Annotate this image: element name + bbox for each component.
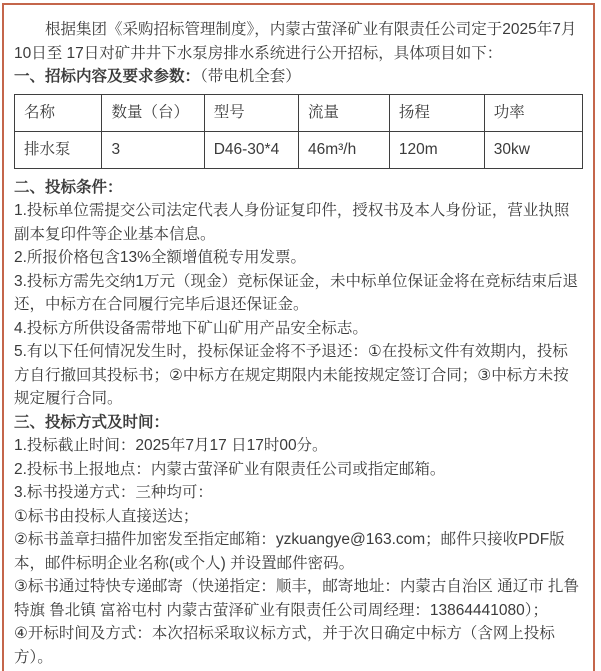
section3-item-opening: ④开标时间及方式：本次招标采取议标方式，并于次日确定中标方（含网上投标方）。 xyxy=(14,625,555,666)
cell-qty: 3 xyxy=(102,131,204,168)
col-header-name: 名称 xyxy=(15,94,102,131)
section3-item-delivery-2-email: ②标书盖章扫描件加密发至指定邮箱：yzkuangye@163.com；邮件只接收PDF版本，邮件标明企业名称(或个人) 并设置邮件密码。 xyxy=(14,531,565,572)
section3-item-delivery-3-courier: ③标书通过特快专递邮寄（快递指定：顺丰，邮寄地址：内蒙古自治区 通辽市 扎鲁特旗 鲁北镇 富裕屯村 内蒙古萤泽矿业有限责任公司周经理：13864441080）； xyxy=(14,578,580,619)
col-header-head: 扬程 xyxy=(389,94,484,131)
cell-name: 排水泵 xyxy=(15,131,102,168)
cell-flow: 46m³/h xyxy=(298,131,389,168)
section1-heading-label: 一、招标内容及要求参数： xyxy=(14,68,201,85)
cell-model: D46-30*4 xyxy=(204,131,298,168)
section3-heading: 三、投标方式及时间： xyxy=(14,413,170,431)
table-header-row xyxy=(15,94,583,131)
section3-item-3: 3.标书投递方式：三种均可： xyxy=(14,484,213,501)
section3-item-1: 1.投标截止时间：2025年7月17 日17时00分。 xyxy=(14,437,328,454)
section2-heading: 二、投标条件： xyxy=(14,178,123,196)
col-header-model: 型号 xyxy=(204,94,298,131)
section3-item-2: 2.投标书上报地点：内蒙古萤泽矿业有限责任公司或指定邮箱。 xyxy=(14,460,446,478)
table-row xyxy=(15,131,583,168)
col-header-flow: 流量 xyxy=(298,94,389,131)
tender-spec-table xyxy=(14,94,583,169)
intro-paragraph: 根据集团《采购招标管理制度》，内蒙古萤泽矿业有限责任公司定于2025年7月10日至 17日对矿井井下水泵房排水系统进行公开招标，具体项目如下： xyxy=(14,21,577,62)
section1-heading-suffix: （带电机全套） xyxy=(200,68,301,85)
col-header-qty: 数量（台） xyxy=(102,94,204,131)
section2-item-3: 3.投标方需先交纳1万元（现金）竞标保证金，未中标单位保证金将在竞标结束后退还，中标方在合同履行完毕后退还保证金。 xyxy=(14,272,579,313)
section2-item-5: 5.有以下任何情况发生时，投标保证金将不予退还：①在投标文件有效期内，投标方自行撤回其投标书；②中标方在规定期限内未能按规定签订合同；③中标方未按规定履行合同。 xyxy=(14,343,569,407)
section3-item-delivery-1: ①标书由投标人直接送达； xyxy=(14,507,199,525)
section2-item-4: 4.投标方所供设备需带地下矿山矿用产品安全标志。 xyxy=(14,319,368,337)
cell-head: 120m xyxy=(389,131,484,168)
document-page xyxy=(2,3,595,671)
section1-heading xyxy=(14,65,583,89)
section2-item-1: 1.投标单位需提交公司法定代表人身份证复印件，授权书及本人身份证，营业执照副本复印件等企业基本信息。 xyxy=(14,202,570,243)
col-header-power: 功率 xyxy=(484,94,582,131)
document-content xyxy=(4,5,593,669)
cell-power: 30kw xyxy=(484,131,582,168)
section2-item-2: 2.所报价格包含13%全额增值税专用发票。 xyxy=(14,249,306,266)
